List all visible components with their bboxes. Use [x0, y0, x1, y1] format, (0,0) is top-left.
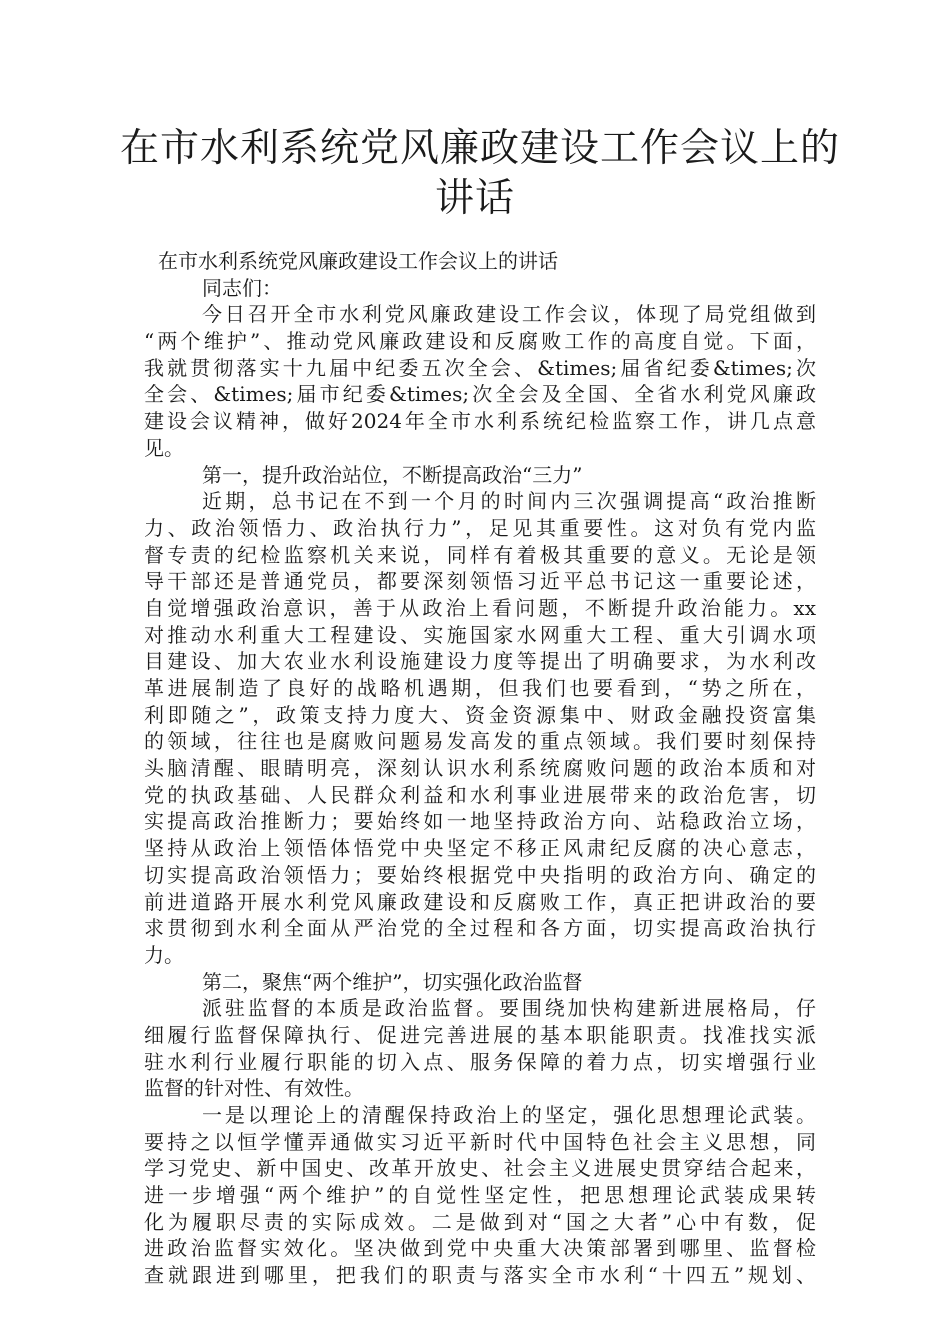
body-line: 督专责的纪检监察机关来说，同样有着极其重要的意义。无论是领 [144, 542, 816, 567]
body-line: 进政治监督实效化。坚决做到党中央重大决策部署到哪里、监督检 [144, 1236, 816, 1261]
body-line: 今日召开全市水利党风廉政建设工作会议，体现了局党组做到 [202, 302, 816, 327]
body-line: 监督的针对性、有效性。 [144, 1076, 364, 1101]
body-line: 进一步增强“两个维护”的自觉性坚定性，把思想理论武装成果转 [144, 1183, 816, 1208]
body-line: 对推动水利重大工程建设、实施国家水网重大工程、重大引调水项 [144, 622, 816, 647]
body-line: 派驻监督的本质是政治监督。要围绕加快构建新进展格局，仔 [202, 996, 816, 1021]
body-line: 坚持从政治上领悟体悟党中央坚定不移正风肃纪反腐的决心意志， [144, 836, 816, 861]
body-line: 见。 [144, 435, 184, 460]
body-line: 利即随之”，政策支持力度大、资金资源集中、财政金融投资富集 [144, 702, 816, 727]
body-line: 切实提高政治领悟力；要始终根据党中央指明的政治方向、确定的 [144, 862, 816, 887]
body-line: 一是以理论上的清醒保持政治上的坚定，强化思想理论武装。 [202, 1103, 816, 1127]
body-line: 学习党史、新中国史、改革开放史、社会主义进展史贯穿结合起来， [144, 1156, 816, 1181]
document-subtitle: 在市水利系统党风廉政建设工作会议上的讲话 [158, 249, 558, 273]
body-line: “两个维护”、推动党风廉政建设和反腐败工作的高度自觉。下面， [144, 329, 816, 354]
greeting: 同志们： [202, 275, 282, 300]
body-line: 实提高政治推断力；要始终如一地坚持政治方向、站稳政治立场， [144, 809, 816, 834]
body-line: 头脑清醒、眼睛明亮，深刻认识水利系统腐败问题的政治本质和对 [144, 756, 816, 781]
body-line: 的领域，往往也是腐败问题易发高发的重点领域。我们要时刻保持 [144, 729, 816, 754]
body-line: 自觉增强政治意识，善于从政治上看问题，不断提升政治能力。xx [144, 595, 816, 620]
body-line: 我就贯彻落实十九届中纪委五次全会、&times;届省纪委&times;次 [144, 355, 816, 380]
body-line: 前进道路开展水利党风廉政建设和反腐败工作，真正把讲政治的要 [144, 889, 816, 914]
body-line: 革进展制造了良好的战略机遇期，但我们也要看到，“势之所在， [144, 676, 816, 700]
body-line: 细履行监督保障执行、促进完善进展的基本职能职责。找准找实派 [144, 1022, 816, 1047]
section-heading: 第一，提升政治站位，不断提高政治“三力” [202, 462, 583, 487]
body-line: 要持之以恒学懂弄通做实习近平新时代中国特色社会主义思想，同 [144, 1129, 816, 1154]
body-line: 求贯彻到水利全面从严治党的全过程和各方面，切实提高政治执行 [144, 916, 816, 941]
body-line: 目建设、加大农业水利设施建设力度等提出了明确要求，为水利改 [144, 649, 816, 674]
body-line: 近期，总书记在不到一个月的时间内三次强调提高“政治推断 [202, 489, 816, 514]
section-heading: 第二，聚焦“两个维护”，切实强化政治监督 [202, 969, 583, 994]
body-line: 力、政治领悟力、政治执行力”，足见其重要性。这对负有党内监 [144, 515, 816, 540]
document-body [144, 248, 816, 1289]
body-line: 化为履职尽责的实际成效。二是做到对“国之大者”心中有数，促 [144, 1209, 816, 1234]
body-line: 建设会议精神，做好2024年全市水利系统纪检监察工作，讲几点意 [144, 409, 816, 434]
body-line: 驻水利行业履行职能的切入点、服务保障的着力点，切实增强行业 [144, 1049, 816, 1074]
body-line: 导干部还是普通党员，都要深刻领悟习近平总书记这一重要论述， [144, 569, 816, 594]
body-line: 全会、&times;届市纪委&times;次全会及全国、全省水利党风廉政 [144, 382, 816, 407]
document-title [120, 124, 841, 224]
body-line: 查就跟进到哪里，把我们的职责与落实全市水利“十四五”规划、 [144, 1263, 816, 1288]
title-line: 在市水利系统党风廉政建设工作会议上的 [120, 126, 841, 171]
body-line: 力。 [144, 942, 184, 967]
body-line: 党的执政基础、人民群众利益和水利事业进展带来的政治危害，切 [144, 782, 816, 807]
title-line: 讲话 [434, 176, 515, 221]
